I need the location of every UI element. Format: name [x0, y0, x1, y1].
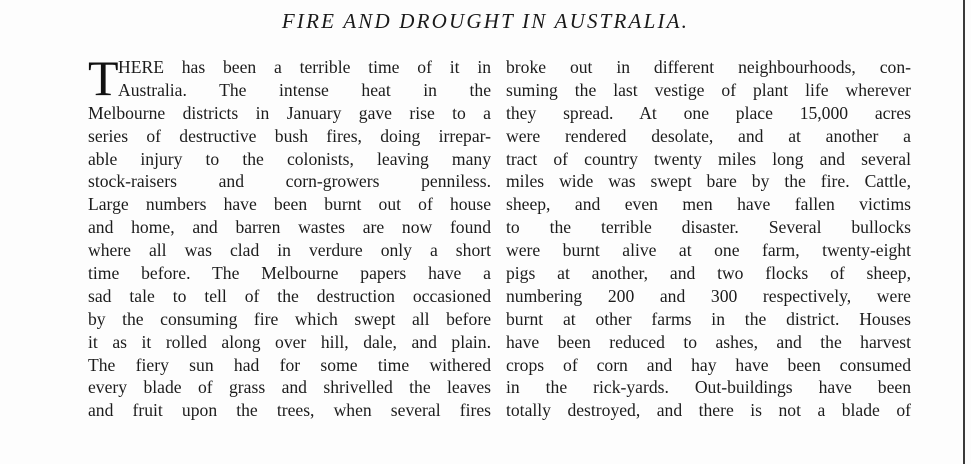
text-line: pigs at another, and two flocks of sheep,: [506, 263, 911, 284]
text-line: have been reduced to ashes, and the harvest: [506, 331, 911, 352]
text-line: by the consuming fire which swept all before: [88, 308, 491, 329]
left-column: [88, 50, 491, 422]
page-edge-divider: [963, 0, 965, 464]
text-line: able injury to the colonists, leaving many: [88, 148, 491, 169]
text-line: Australia. The intense heat in the: [118, 79, 491, 100]
text-line: and fruit upon the trees, when several fires: [88, 400, 491, 421]
text-line: HERE has been a terrible time of it in: [118, 57, 491, 77]
text-line: series of destructive bush fires, doing irrepar-: [88, 125, 491, 146]
text-line: numbering 200 and 300 respectively, were: [506, 285, 911, 306]
text-line: and home, and barren wastes are now found: [88, 217, 491, 238]
text-line: time before. The Melbourne papers have a: [88, 263, 491, 284]
text-line: were rendered desolate, and at another a: [506, 125, 911, 146]
text-line: they spread. At one place 15,000 acres: [506, 102, 911, 123]
text-line: The fiery sun had for some time withered: [88, 354, 491, 375]
drop-cap: T: [88, 50, 119, 106]
text-line: were burnt alive at one farm, twenty-eight: [506, 240, 911, 261]
text-line: totally destroyed, and there is not a blade of: [506, 400, 911, 421]
text-line: every blade of grass and shrivelled the leaves: [88, 377, 491, 398]
text-line: in the rick-yards. Out-buildings have been: [506, 377, 911, 398]
text-line: Melbourne districts in January gave rise to a: [88, 102, 491, 123]
right-column: [506, 56, 911, 422]
text-line: where all was clad in verdure only a short: [88, 240, 491, 261]
text-line: it as it rolled along over hill, dale, and plain.: [88, 331, 491, 352]
text-line: sad tale to tell of the destruction occasioned: [88, 285, 491, 306]
text-line: suming the last vestige of plant life wherever: [506, 79, 911, 100]
text-line: miles wide was swept bare by the fire. Cattle,: [506, 171, 911, 192]
text-line: Large numbers have been burnt out of house: [88, 194, 491, 215]
text-line: burnt at other farms in the district. Houses: [506, 308, 911, 329]
text-line: to the terrible disaster. Several bullocks: [506, 217, 911, 238]
text-line: stock-raisers and corn-growers penniless.: [88, 171, 491, 192]
text-line: crops of corn and hay have been consumed: [506, 354, 911, 375]
text-line: broke out in different neighbourhoods, con-: [506, 57, 911, 77]
text-line: sheep, and even men have fallen victims: [506, 194, 911, 215]
article-title: FIRE AND DROUGHT IN AUSTRALIA.: [281, 9, 690, 33]
text-line: tract of country twenty miles long and several: [506, 148, 911, 169]
